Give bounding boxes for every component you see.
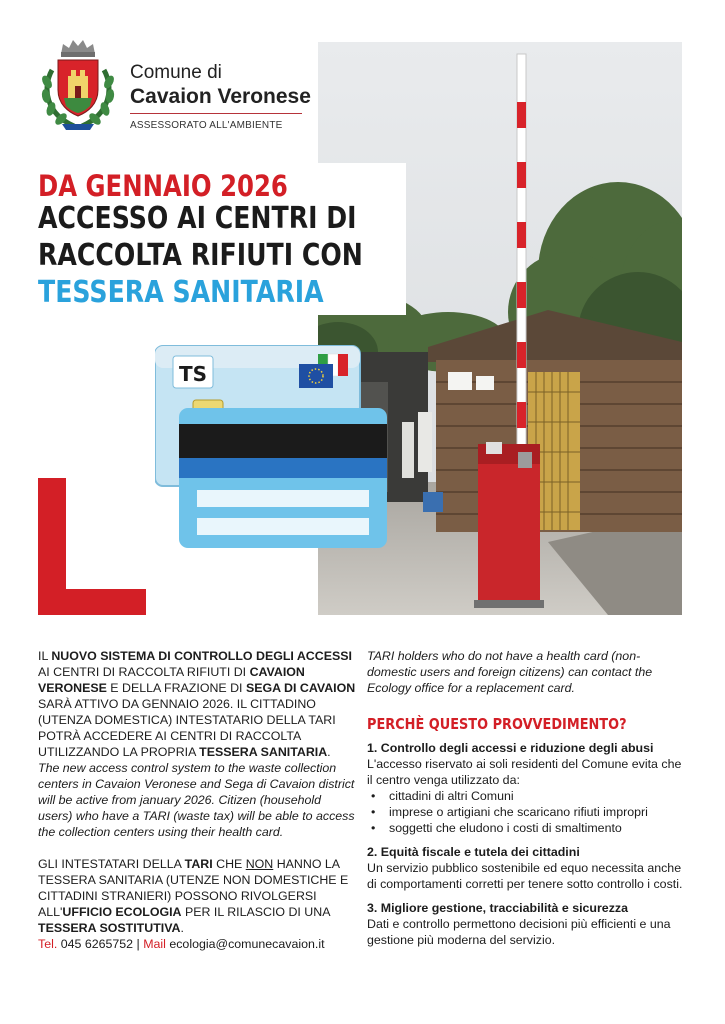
text-span: E DELLA FRAZIONE DI [106, 681, 246, 695]
text-span: HANNO LA TESSERA SANITARIA (UTENZE NON DOMESTICHE E CITTADINI STRANIERI) POSSONO RIVOLGERSI ALL' [38, 857, 349, 919]
italian-announcement [38, 648, 356, 760]
contact-line [38, 936, 356, 952]
reason-1-title: 1. Controllo degli accessi e riduzione degli abusi [367, 741, 654, 755]
tessera-sostitutiva-emphasis: TESSERA SOSTITUTIVA [38, 921, 181, 935]
left-text-column [38, 648, 356, 952]
right-text-column [367, 648, 689, 948]
tel-label: Tel. [38, 937, 58, 951]
sega-di-cavaion-emphasis: SEGA DI CAVAION [245, 681, 356, 695]
reason-3-title: 3. Migliore gestione, tracciabilità e sicurezza [367, 901, 628, 915]
non-underlined: NON [245, 857, 274, 871]
header-divider [130, 113, 302, 114]
health-card-illustration [155, 340, 395, 560]
reason-3-text: Dati e controllo permettono decisioni più efficienti e una gestione più moderna del servizio. [367, 917, 671, 947]
list-item: • cittadini di altri Comuni [367, 788, 689, 804]
text-span: . [327, 745, 331, 759]
headline-box [34, 163, 406, 315]
tari-emphasis: TARI [184, 857, 213, 871]
italian-replacement-card-note [38, 856, 356, 936]
text-span: PER IL RILASCIO DI UNA [181, 905, 330, 919]
headline-line-2: ACCESSO AI CENTRI DI [38, 201, 357, 236]
list-item: • soggetti che eludono i costi di smaltimento [367, 820, 689, 836]
email-address[interactable]: ecologia@comunecavaion.it [165, 937, 325, 951]
reason-2-title: 2. Equità fiscale e tutela dei cittadini [367, 845, 580, 859]
ufficio-ecologia-emphasis: UFFICIO ECOLOGIA [62, 905, 182, 919]
tessera-sanitaria-emphasis: TESSERA SANITARIA [199, 745, 328, 759]
text-span: CHE [212, 857, 246, 871]
text-span: IL [38, 649, 52, 663]
cavaion-veronese-emphasis: CAVAION VERONESE [38, 665, 305, 695]
ts-logo-text: TS [178, 362, 208, 386]
text-span: SARÀ ATTIVO DA GENNAIO 2026. IL CITTADINO (UTENZA DOMESTICA) INTESTATARIO DELLA TARI POTRÀ ACCEDERE AI CENTRI DI RACCOLTA UTILIZZANDO LA PROPRIA [38, 697, 336, 759]
section-title-why: PERCHÈ QUESTO PROVVEDIMENTO? [367, 715, 627, 733]
decorative-red-bar-horizontal [38, 589, 146, 615]
text-span: GLI INTESTATARI DELLA [38, 857, 185, 871]
english-announcement: The new access control system to the waste collection centers in Cavaion Veronese and Sega di Cavaion district will be active from january 2026. Citizen (household users) who have a TARI (waste tax) will be able to access the collection centers using their health card. [38, 761, 355, 839]
headline-tessera-sanitaria: TESSERA SANITARIA [38, 275, 324, 310]
reason-2-text: Un servizio pubblico sostenibile ed equo necessita anche di comportamenti corretti per tenere sotto controllo i costi. [367, 861, 683, 891]
reason-1-text: L'accesso riservato ai soli residenti del Comune evita che il centro venga utilizzato da: [367, 757, 682, 787]
new-system-emphasis: NUOVO SISTEMA DI CONTROLLO DEGLI ACCESSI [51, 649, 352, 663]
headline-line-3: RACCOLTA RIFIUTI CON [38, 238, 363, 273]
reason-1-list [367, 788, 689, 836]
list-item: • imprese o artigiani che scaricano rifiuti impropri [367, 804, 689, 820]
comune-di-label: Comune di [130, 62, 222, 83]
mail-label: Mail [143, 937, 166, 951]
text-span: AI CENTRI DI RACCOLTA RIFIUTI DI [38, 665, 250, 679]
assessorato-label: ASSESSORATO ALL'AMBIENTE [130, 120, 283, 131]
phone-number[interactable]: 045 6265752 | [57, 937, 144, 951]
english-replacement-card-note: TARI holders who do not have a health card (non-domestic users and foreign citizens) can contact the Ecology office for a replacement card. [367, 649, 653, 695]
comune-name: Cavaion Veronese [130, 85, 311, 108]
text-span: . [180, 921, 184, 935]
municipal-crest-logo [38, 38, 118, 132]
headline-date: DA GENNAIO 2026 [38, 169, 288, 203]
